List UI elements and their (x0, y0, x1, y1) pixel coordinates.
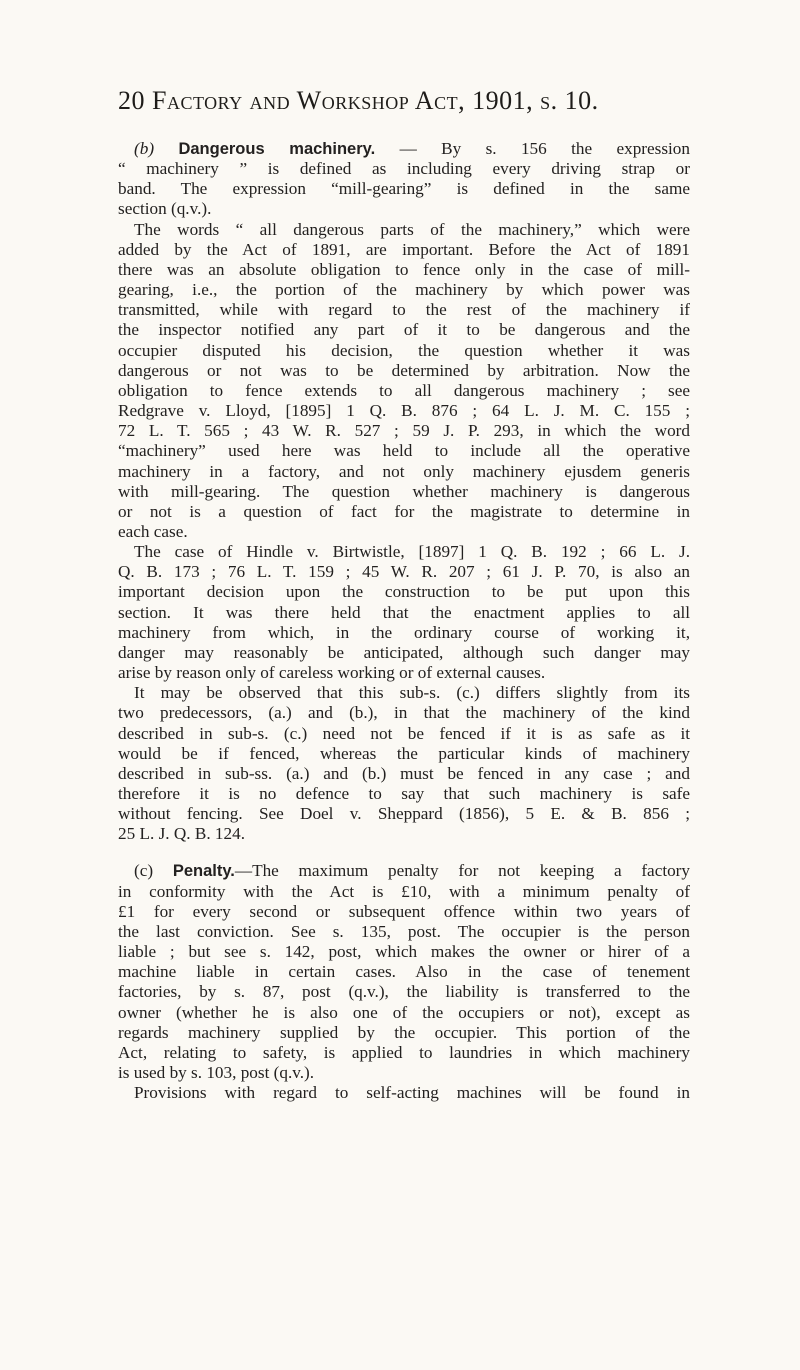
text-line: important decision upon the construction to be put upon this (118, 582, 690, 602)
text-line: The words “ all dangerous parts of the machinery,” which were (134, 219, 690, 239)
text-line: 25 L. J. Q. B. 124. (118, 824, 246, 844)
text-line: Provisions with regard to self-acting machines will be found in (134, 1083, 690, 1103)
text-line: factories, by s. 87, post (q.v.), the liability is transferred to the (118, 982, 690, 1002)
page-title: Factory and Workshop Act, 1901, s. 10. (152, 86, 599, 115)
text-line: owner (whether he is also one of the occupiers or not), except as (118, 1002, 690, 1022)
text-line: described in sub-s. (c.) need not be fenced if it is as safe as it (118, 723, 690, 743)
text-line: added by the Act of 1891, are important. Before the Act of 1891 (118, 239, 690, 259)
text-line: It may be observed that this sub-s. (c.) differs slightly from its (134, 683, 690, 703)
text-line: arise by reason only of careless working or of external causes. (118, 663, 546, 683)
text-line: each case. (118, 521, 188, 541)
page-number: 20 (118, 86, 145, 115)
text-line: The case of Hindle v. Birtwistle, [1897] 1 Q. B. 192 ; 66 L. J. (134, 542, 690, 562)
section-b-heading-line (118, 139, 690, 159)
text-line: section. It was there held that the enactment applies to all (118, 602, 690, 622)
section-b (118, 139, 690, 844)
text-line: section (q.v.). (118, 199, 212, 219)
text-line: with mill-gearing. The question whether machinery is dangerous (118, 481, 690, 501)
text-line: would be if fenced, whereas the particular kinds of machinery (118, 743, 690, 763)
text-line: Q. B. 173 ; 76 L. T. 159 ; 45 W. R. 207 ; 61 J. P. 70, is also an (118, 562, 690, 582)
text-line: occupier disputed his decision, the question whether it was (118, 340, 690, 360)
text-line: 72 L. T. 565 ; 43 W. R. 527 ; 59 J. P. 293, in which the word (118, 421, 690, 441)
text-line: transmitted, while with regard to the rest of the machinery if (118, 300, 690, 320)
text-line: therefore it is no defence to say that such machinery is safe (118, 784, 690, 803)
section-b-heading: Dangerous machinery. (178, 140, 376, 158)
text-line: £1 for every second or subsequent offence within two years of (118, 901, 690, 921)
text-line: described in sub-ss. (a.) and (b.) must be fenced in any case ; and (118, 763, 690, 783)
text-line: liable ; but see s. 142, post, which makes the owner or hirer of a (118, 942, 690, 962)
text-line: without fencing. See Doel v. Sheppard (1856), 5 E. & B. 856 ; (118, 804, 690, 824)
text-line: two predecessors, (a.) and (b.), in that the machinery of the kind (118, 703, 690, 723)
text-line: dangerous or not was to be determined by arbitration. Now the (118, 360, 690, 380)
text-line: the inspector notified any part of it to be dangerous and the (118, 320, 690, 340)
text-line: band. The expression “mill-gearing” is defined in the same (118, 179, 690, 199)
section-c-label: (c) (134, 861, 154, 881)
text-line: — By s. 156 the expression (375, 139, 690, 158)
text-line: in conformity with the Act is £10, with a minimum penalty of (118, 881, 690, 901)
text-line: danger may reasonably be anticipated, although such danger may (118, 642, 690, 662)
text-line: “machinery” used here was held to include all the operative (118, 441, 690, 461)
running-head (118, 88, 718, 114)
text-line: machinery from which, in the ordinary course of working it, (118, 622, 690, 642)
text-line: Act, relating to safety, is applied to laundries in which machinery (118, 1042, 690, 1062)
text-line: machinery in a factory, and not only machinery ejusdem generis (118, 461, 690, 481)
paragraph-gap (118, 844, 690, 861)
text-line: Redgrave v. Lloyd, [1895] 1 Q. B. 876 ; 64 L. J. M. C. 155 ; (118, 401, 690, 421)
text-line: gearing, i.e., the portion of the machinery by which power was (118, 280, 690, 300)
text-line: regards machinery supplied by the occupier. This portion of the (118, 1022, 690, 1042)
section-c-heading-line (118, 861, 690, 881)
text-line: —The maximum penalty for not keeping a factory (234, 861, 691, 881)
body-text (118, 139, 690, 1103)
section-b-label: (b) (134, 139, 155, 158)
text-line: “ machinery ” is defined as including every driving strap or (118, 159, 690, 179)
text-line: is used by s. 103, post (q.v.). (118, 1063, 315, 1083)
section-c-heading: Penalty. (172, 862, 235, 881)
text-line: or not is a question of fact for the magistrate to determine in (118, 501, 690, 521)
text-line: there was an absolute obligation to fence only in the case of mill- (118, 259, 690, 279)
text-line: the last conviction. See s. 135, post. The occupier is the person (118, 921, 690, 941)
text-line: machine liable in certain cases. Also in the case of tenement (118, 962, 690, 982)
text-line: obligation to fence extends to all dangerous machinery ; see (118, 380, 690, 400)
section-c (118, 861, 690, 1103)
